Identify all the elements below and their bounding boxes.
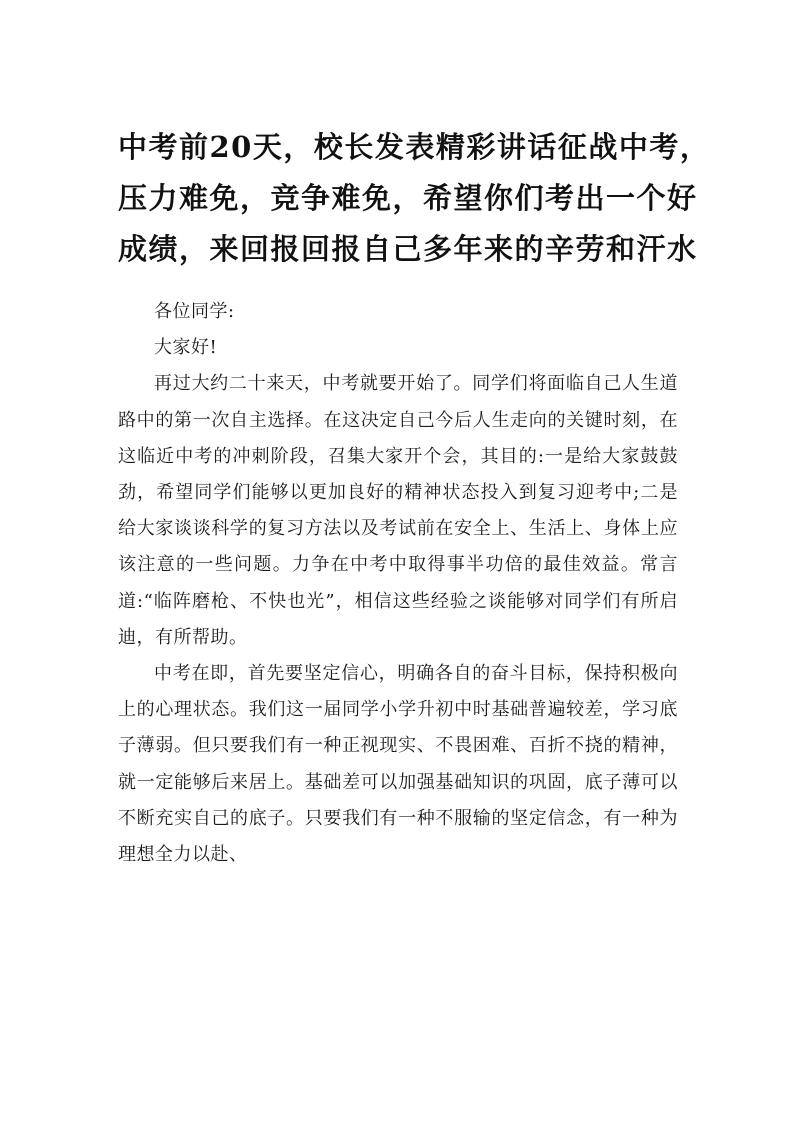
- title-line-1: 中考前20天，校长发表精彩讲话征战中考，: [118, 130, 711, 164]
- paragraph-1: 再过大约二十来天，中考就要开始了。同学们将面临自己人生道路中的第一次自主选择。在这决定自己今后人生走向的关键时刻，在这临近中考的冲刺阶段，召集大家开个会，其目的:一是给大家鼓鼓劲，希望同学们能够以更加良好的精神状态投入到复习迎考中;二是给大家谈谈科学的复习方法以及考试前在安全上、生活上、身体上应该注意的一些问题。力争在中考中取得事半功倍的最佳效益。常言道:“临阵磨枪、不快也光”，相信这些经验之谈能够对同学们有所启迪，有所帮助。: [118, 373, 678, 648]
- salutation: 各位同学:: [154, 301, 235, 322]
- page-title: [118, 122, 711, 275]
- title-line-2: 压力难免，竞争难免，希望你们考出一个好: [118, 181, 698, 215]
- title-line-3: 成绩，来回报回报自己多年来的辛劳和汗水: [118, 232, 698, 266]
- greeting: 大家好!: [154, 337, 218, 359]
- paragraph-2: 中考在即，首先要坚定信心，明确各自的奋斗目标，保持积极向上的心理状态。我们这一届同学小学升初中时基础普遍较差，学习底子薄弱。但只要我们有一种正视现实、不畏困难、百折不挠的精神，就一定能够后来居上。基础差可以加强基础知识的巩固，底子薄可以不断充实自己的底子。只要我们有一种不服输的坚定信念，有一种为理想全力以赴、: [118, 663, 678, 866]
- document-body: [118, 294, 678, 873]
